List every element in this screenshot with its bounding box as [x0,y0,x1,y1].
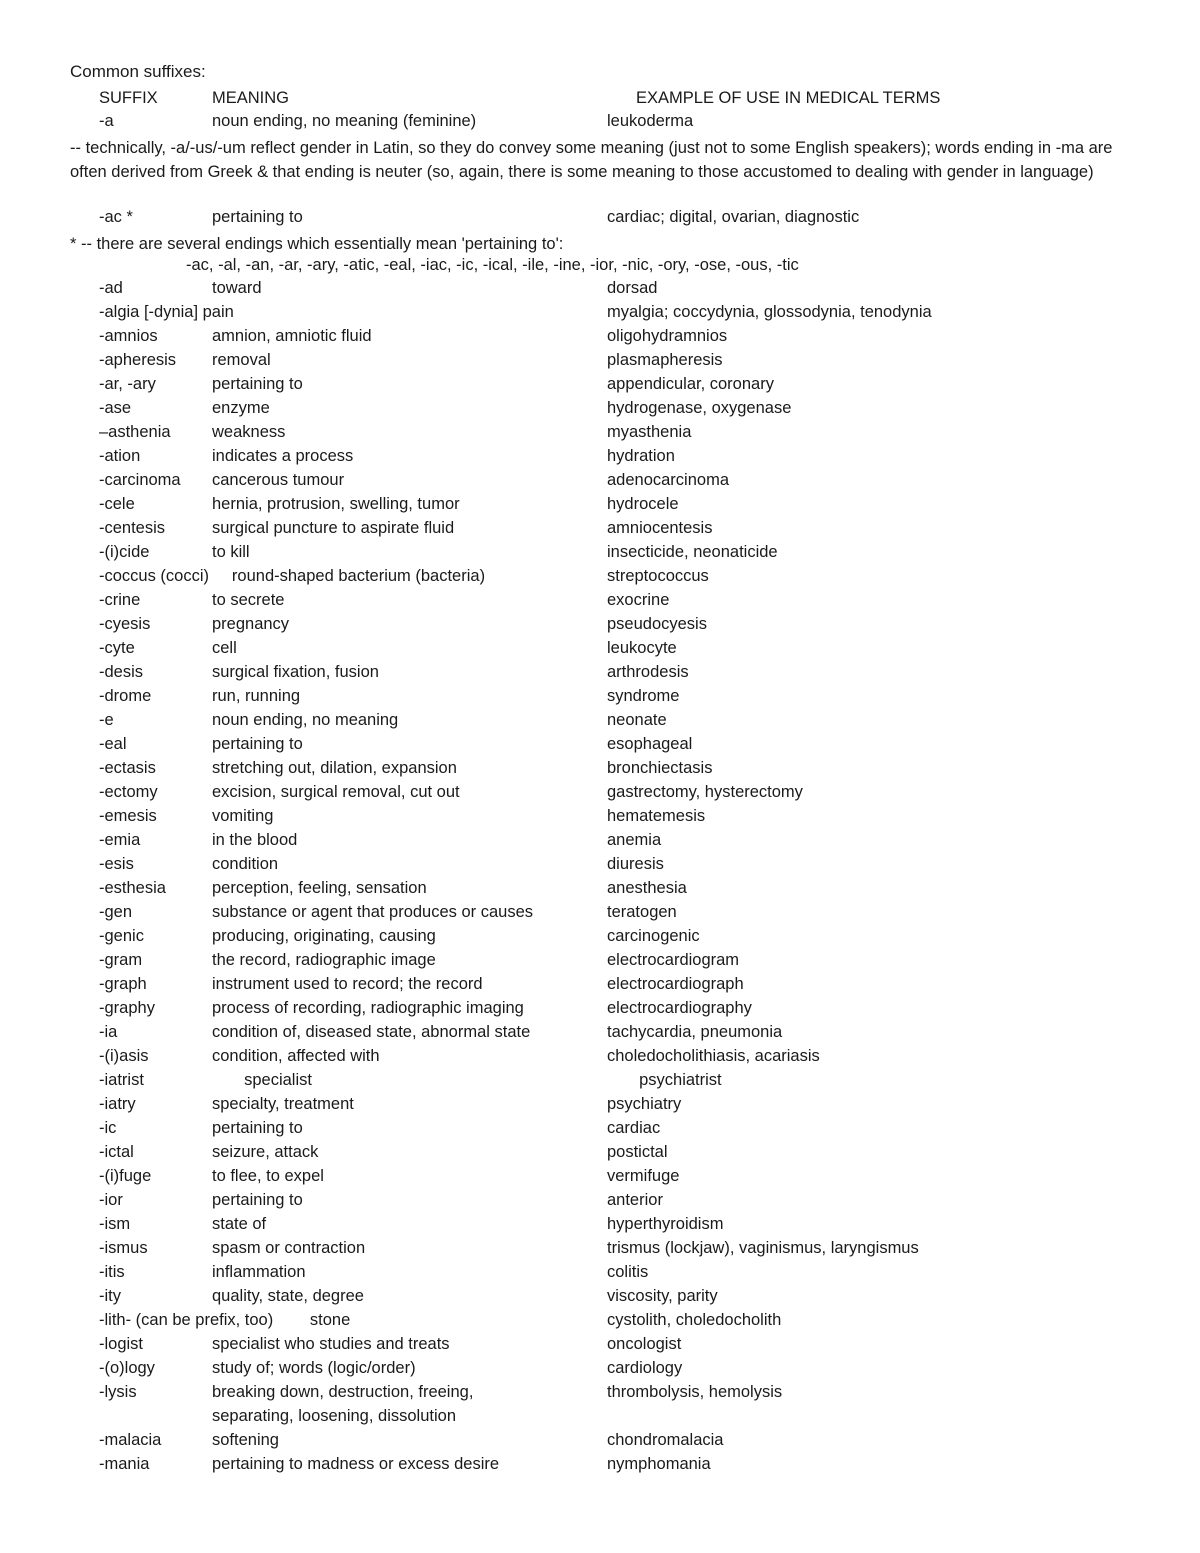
suffix-cell: -desis [99,663,144,681]
example-cell: neonate [607,711,667,729]
meaning-cell: toward [212,279,262,297]
suffix-cell: -gram [99,951,143,969]
table-row [0,1239,1200,1263]
example-cell: colitis [607,1263,649,1281]
meaning-cell: stretching out, dilation, expansion [212,759,457,777]
table-row [0,1119,1200,1143]
suffix-cell: -ic [99,1119,117,1137]
meaning-cell: perception, feeling, sensation [212,879,427,897]
pertaining-endings: -ac, -al, -an, -ar, -ary, -atic, -eal, -iac, -ic, -ical, -ile, -ine, -ior, -nic, -ory, -ose, -ous, -tic [186,256,799,274]
meaning-cell: in the blood [212,831,298,849]
suffix-cell: -malacia [99,1431,162,1449]
table-row [0,1455,1200,1479]
suffix-cell: -esis [99,855,134,873]
table-row [0,543,1200,567]
example-cell: postictal [607,1143,668,1161]
meaning-cell: cancerous tumour [212,471,345,489]
table-row [0,591,1200,615]
meaning-cell: pertaining to [212,1191,303,1209]
table-row [0,711,1200,735]
example-cell: dorsad [607,279,658,297]
table-row [0,1263,1200,1287]
example-cell: nymphomania [607,1455,711,1473]
suffix-cell: -mania [99,1455,150,1473]
table-row [0,807,1200,831]
example-cell: diuresis [607,855,664,873]
header-suffix: SUFFIX [99,89,158,107]
meaning-cell: to kill [212,543,250,561]
example-cell: adenocarcinoma [607,471,729,489]
table-row [0,1095,1200,1119]
header-example: EXAMPLE OF USE IN MEDICAL TERMS [636,89,941,107]
meaning-cell: seizure, attack [212,1143,319,1161]
meaning-cell: state of [212,1215,267,1233]
example-cell: anemia [607,831,662,849]
meaning-cell: instrument used to record; the record [212,975,483,993]
meaning-cell: inflammation [212,1263,306,1281]
suffix-cell: -(i)asis [99,1047,149,1065]
table-row [0,1167,1200,1191]
example-cell: oligohydramnios [607,327,728,345]
gender-note: -- technically, -a/-us/-um reflect gender in Latin, so they do convey some meaning (just not to some English speakers); words ending in -ma are often derived from Greek & that ending is neuter (so, again, there is some meaning to those accustomed to dealing with gender in language) [70,139,1113,181]
meaning-cell: the record, radiographic image [212,951,436,969]
table-row [0,783,1200,807]
table-row [0,1047,1200,1071]
example-cell: leukoderma [607,112,694,130]
meaning-cell: hernia, protrusion, swelling, tumor [212,495,460,513]
suffix-cell: -apheresis [99,351,177,369]
meaning-cell: pertaining to [212,208,303,226]
suffix-cell: -ac * [99,208,133,226]
example-cell: hydration [607,447,675,465]
example-cell: myasthenia [607,423,692,441]
example-cell: hydrogenase, oxygenase [607,399,792,417]
suffix-cell: -coccus (cocci) round-shaped bacterium (bacteria) [99,567,486,585]
example-cell: esophageal [607,735,693,753]
meaning-cell: noun ending, no meaning [212,711,399,729]
table-row [0,471,1200,495]
meaning-cell: spasm or contraction [212,1239,366,1257]
meaning-cell: enzyme [212,399,270,417]
example-cell: carcinogenic [607,927,700,945]
example-cell: hematemesis [607,807,706,825]
meaning-cell: to secrete [212,591,285,609]
meaning-cell: pertaining to [212,1119,303,1137]
suffix-cell: -ity [99,1287,121,1305]
example-cell: leukocyte [607,639,677,657]
suffix-cell: -graphy [99,999,155,1017]
table-row [0,567,1200,591]
suffix-cell: -cele [99,495,135,513]
meaning-cell: cell [212,639,237,657]
suffix-cell: -ad [99,279,123,297]
meaning-cell: pregnancy [212,615,290,633]
suffix-cell: -lith- (can be prefix, too) stone [99,1311,351,1329]
suffix-cell: -drome [99,687,152,705]
suffix-cell: -itis [99,1263,125,1281]
suffix-cell: -iatry [99,1095,136,1113]
table-row [0,927,1200,951]
suffix-cell: -lysis [99,1383,137,1401]
suffix-cell: -ismus [99,1239,148,1257]
suffix-cell: -algia [-dynia] pain [99,303,234,321]
suffix-cell: -genic [99,927,144,945]
table-row [0,1215,1200,1239]
suffix-cell: -ectomy [99,783,158,801]
meaning-cell: surgical fixation, fusion [212,663,379,681]
example-cell: syndrome [607,687,680,705]
meaning-cell: producing, originating, causing [212,927,436,945]
suffix-cell: -ior [99,1191,123,1209]
example-cell: gastrectomy, hysterectomy [607,783,803,801]
suffix-cell: -(i)fuge [99,1167,152,1185]
suffix-cell: -centesis [99,519,166,537]
table-row [0,999,1200,1023]
example-cell: electrocardiography [607,999,752,1017]
meaning-cell: removal [212,351,271,369]
meaning-cell: vomiting [212,807,274,825]
meaning-cell: substance or agent that produces or causes [212,903,534,921]
example-cell: electrocardiograph [607,975,744,993]
example-cell: appendicular, coronary [607,375,774,393]
suffix-cell: -carcinoma [99,471,181,489]
table-row [0,975,1200,999]
table-row [0,1143,1200,1167]
suffix-cell: -ase [99,399,132,417]
table-row [0,831,1200,855]
example-cell: psychiatrist [607,1071,722,1089]
meaning-cell: amnion, amniotic fluid [212,327,372,345]
example-cell: cardiology [607,1359,683,1377]
suffix-cell: -crine [99,591,141,609]
example-cell: amniocentesis [607,519,713,537]
suffix-cell: -logist [99,1335,144,1353]
table-row [0,663,1200,687]
example-cell: trismus (lockjaw), vaginismus, laryngismus [607,1239,919,1257]
suffix-cell: -ia [99,1023,118,1041]
table-row [0,303,1200,327]
table-row [0,279,1200,303]
table-row [0,351,1200,375]
meaning-cell: process of recording, radiographic imaging [212,999,524,1017]
table-row [0,1023,1200,1047]
table-row [0,112,1200,136]
suffix-cell: -ectasis [99,759,156,777]
example-cell: choledocholithiasis, acariasis [607,1047,820,1065]
example-cell: insecticide, neonaticide [607,543,778,561]
table-row [0,1071,1200,1095]
example-cell: teratogen [607,903,677,921]
table-row [0,879,1200,903]
suffix-cell: -ar, -ary [99,375,156,393]
meaning-cell: pertaining to [212,375,303,393]
page-title: Common suffixes: [70,62,206,81]
meaning-cell: weakness [212,423,286,441]
suffix-cell: –asthenia [99,423,171,441]
suffix-cell: -graph [99,975,147,993]
suffix-cell: -esthesia [99,879,166,897]
meaning-cell: condition of, diseased state, abnormal state [212,1023,531,1041]
suffix-cell: -ictal [99,1143,134,1161]
table-row [0,208,1200,232]
meaning-cell: softening [212,1431,279,1449]
meaning-cell: run, running [212,687,301,705]
example-cell: anesthesia [607,879,687,897]
example-cell: chondromalacia [607,1431,724,1449]
suffix-cell: -emesis [99,807,157,825]
example-cell: vermifuge [607,1167,680,1185]
example-cell: cardiac; digital, ovarian, diagnostic [607,208,860,226]
table-row [0,951,1200,975]
meaning-cell: noun ending, no meaning (feminine) [212,112,477,130]
table-row [0,687,1200,711]
table-row [0,1335,1200,1359]
meaning-cell: specialist who studies and treats [212,1335,450,1353]
table-row [0,759,1200,783]
header-meaning: MEANING [212,89,290,107]
meaning-cell: separating, loosening, dissolution [212,1407,456,1425]
example-cell: arthrodesis [607,663,689,681]
example-cell: cystolith, choledocholith [607,1311,782,1329]
table-row [0,903,1200,927]
table-row [0,1287,1200,1311]
table-row [0,735,1200,759]
example-cell: anterior [607,1191,663,1209]
example-cell: myalgia; coccydynia, glossodynia, tenodynia [607,303,932,321]
table-row [0,1383,1200,1407]
table-row [0,855,1200,879]
meaning-cell: condition, affected with [212,1047,380,1065]
example-cell: bronchiectasis [607,759,713,777]
table-row [0,423,1200,447]
suffix-cell: -eal [99,735,127,753]
example-cell: streptococcus [607,567,709,585]
table-row [0,639,1200,663]
suffix-cell: -e [99,711,114,729]
meaning-cell: pertaining to madness or excess desire [212,1455,500,1473]
meaning-cell: pertaining to [212,735,303,753]
example-cell: oncologist [607,1335,682,1353]
table-row [0,519,1200,543]
suffix-cell: -amnios [99,327,158,345]
suffix-cell: -ism [99,1215,131,1233]
meaning-cell: condition [212,855,279,873]
meaning-cell: surgical puncture to aspirate fluid [212,519,455,537]
table-row [0,1359,1200,1383]
suffix-cell: -ation [99,447,141,465]
suffix-cell: -emia [99,831,141,849]
example-cell: cardiac [607,1119,661,1137]
example-cell: thrombolysis, hemolysis [607,1383,783,1401]
table-row [0,495,1200,519]
example-cell: exocrine [607,591,670,609]
table-row [0,327,1200,351]
example-cell: psychiatry [607,1095,682,1113]
suffix-cell: -iatrist [99,1071,144,1089]
suffix-cell: -gen [99,903,133,921]
table-row [0,447,1200,471]
table-row [0,1311,1200,1335]
meaning-cell: specialty, treatment [212,1095,354,1113]
example-cell: tachycardia, pneumonia [607,1023,783,1041]
pertaining-note: * -- there are several endings which essentially mean 'pertaining to': [70,235,564,253]
meaning-cell: study of; words (logic/order) [212,1359,416,1377]
table-row [0,399,1200,423]
meaning-cell: to flee, to expel [212,1167,324,1185]
example-cell: hydrocele [607,495,679,513]
table-row [0,1191,1200,1215]
meaning-cell: breaking down, destruction, freeing, [212,1383,474,1401]
example-cell: plasmapheresis [607,351,723,369]
example-cell: pseudocyesis [607,615,707,633]
meaning-cell: excision, surgical removal, cut out [212,783,460,801]
suffix-cell: -cyesis [99,615,151,633]
example-cell: viscosity, parity [607,1287,718,1305]
example-cell: hyperthyroidism [607,1215,724,1233]
table-row [0,1407,1200,1431]
meaning-cell: indicates a process [212,447,354,465]
suffix-cell: -(i)cide [99,543,150,561]
suffix-cell: -a [99,112,114,130]
suffix-cell: -(o)logy [99,1359,155,1377]
table-row [0,615,1200,639]
table-row [0,375,1200,399]
suffix-cell: -cyte [99,639,135,657]
meaning-cell: quality, state, degree [212,1287,364,1305]
table-row [0,1431,1200,1455]
example-cell: electrocardiogram [607,951,740,969]
meaning-cell: specialist [212,1071,312,1089]
